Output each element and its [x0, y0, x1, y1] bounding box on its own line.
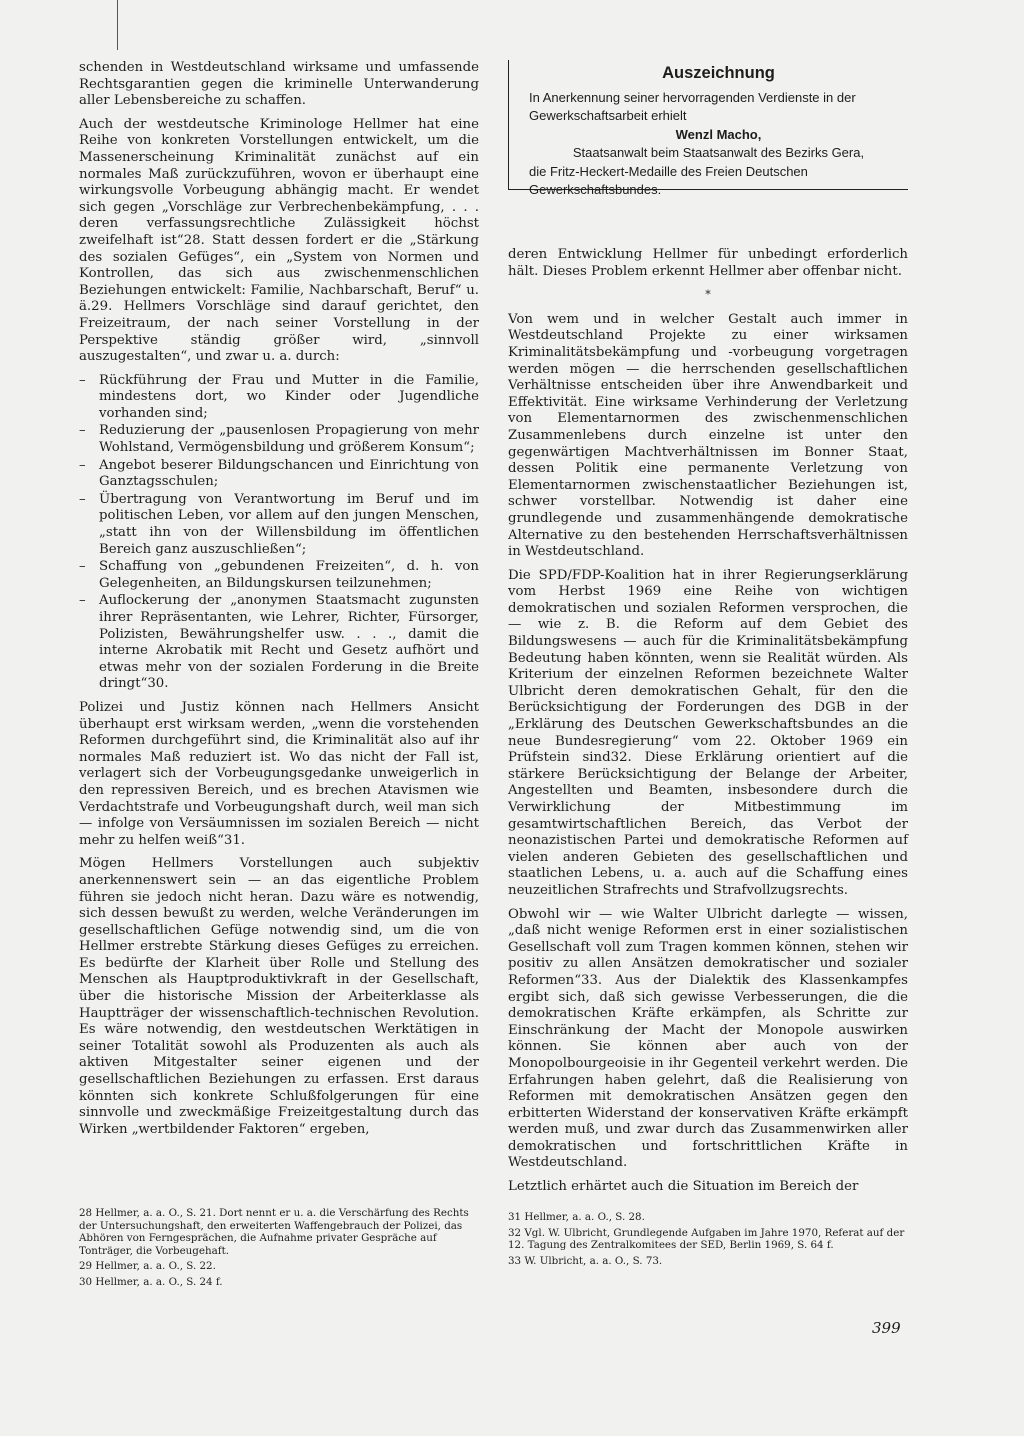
- list-dash: –: [79, 372, 86, 388]
- paragraph: Von wem und in welcher Gestalt auch immer in Westdeutschland Projekte zu einer wirksamen Kriminalitätsbekämpfung und -vorbeugung vorgetragen werden mögen — die herrschenden gesellschaftlichen Verhältnisse entscheiden über ihre Anwendbarkeit und Effektivität. Eine wirksame Verhinderung der Verletzung von Elementarnormen des zwischenmenschlichen Zusammenlebens durch einzelne ist unter den gegenwärtigen Machtverhältnissen im Bonner Staat, dessen Politik eine permanente Verletzung von Elementarnormen zwischenstaatlicher Beziehungen ist, schwer vorstellbar. Notwendig ist daher eine grundlegende und zusammenhängende demokratische Alternative zu den bestehenden Herrschaftsverhältnissen in Westdeutschland.: [508, 311, 908, 560]
- footnotes-right: [508, 1211, 908, 1270]
- page-number: 399: [872, 1319, 901, 1337]
- margin-mark: [117, 0, 118, 50]
- list-dash: –: [79, 491, 86, 507]
- list-item-text: Auflockerung der „anonymen Staatsmacht zugunsten ihrer Repräsentanten, wie Lehrer, Richter, Fürsorger, Polizisten, Bewährungshelfer usw. . . ., damit die interne Akrobatik mit Recht und Gesetz aufhört und etwas mehr von der sozialen Forderung in die Breite dringt“30.: [99, 593, 479, 692]
- footnote: 30 Hellmer, a. a. O., S. 24 f.: [79, 1275, 223, 1288]
- paragraph: Auch der westdeutsche Kriminologe Hellmer hat eine Reihe von konkreten Vorstellungen entwickelt, um die Massenerscheinung Kriminalität zunächst auf ein normales Maß zurückzuführen, wovon er überhaupt eine wirkungsvolle Vorbeugung abhängig macht. Er wendet sich gegen „Vorschläge zur Verbrechenbekämpfung, . . . deren verfassungsrechtliche Zulässigkeit höchst zweifelhaft ist“28. Statt dessen fordert er die „Stärkung des sozialen Gefüges“, ein „System von Normen und Kontrollen, das sich aus zwischenmenschlichen Beziehungen entwickelt: Familie, Nachbarschaft, Beruf“ u. ä.29. Hellmers Vorschläge sind darauf gerichtet, den Freizeitraum, der nach seiner Vorstellung in der Perspektive ständig größer wird, „sinnvoll auszugestalten“, und zwar u. a. durch:: [79, 116, 479, 365]
- footnote: 28 Hellmer, a. a. O., S. 21. Dort nennt er u. a. die Verschärfung des Rechts der Untersuchungshaft, den erweiterten Waffengebrauch der Polizei, das Abhören von Ferngesprächen, die Aufnahme privater Gespräche auf Tonträger, die Vorbeugehaft.: [79, 1207, 469, 1257]
- list-item-text: Angebot beserer Bildungschancen und Einrichtung von Ganztagsschulen;: [99, 457, 479, 490]
- award-medal: die Fritz-Heckert-Medaille des Freien Deutschen Gewerkschaftsbundes.: [529, 163, 808, 197]
- list-item: [79, 373, 479, 423]
- list-item: [79, 492, 479, 558]
- award-recipient: Wenzl Macho,: [675, 126, 762, 142]
- list-item-text: Reduzierung der „pausenlosen Propagierung von mehr Wohlstand, Vermögensbildung und größerem Konsum“;: [99, 423, 479, 456]
- award-role: Staatsanwalt beim Staatsanwalt des Bezirks Gera,: [572, 145, 865, 160]
- list-item: [79, 593, 479, 693]
- footnote: 33 W. Ulbricht, a. a. O., S. 73.: [508, 1254, 663, 1267]
- award-box: [508, 60, 908, 197]
- list-dash: –: [79, 423, 86, 439]
- paragraph: Die SPD/FDP-Koalition hat in ihrer Regierungserklärung vom Herbst 1969 eine Reihe von wichtigen demokratischen und sozialen Reformen versprochen, die — wie z. B. die Reform auf dem Gebiet des Bildungswesens — auch für die Kriminalitätsbekämpfung Bedeutung haben könnten, wenn sie Realität würden. Als Kriterium der einzelnen Reformen bezeichnete Walter Ulbricht deren demokratischen Gehalt, für den die Berücksichtigung der Forderungen des DGB in der „Erklärung des Deutschen Gewerkschaftsbundes an die neue Bundesregierung“ vom 22. Oktober 1969 ein Prüfstein sind32. Diese Erklärung orientiert auf die stärkere Berücksichtigung der Belange der Arbeiter, Angestellten und Beamten, insbesondere durch die Verwirklichung der Mitbestimmung im gesamtwirtschaftlichen Bereich, das Verbot der neonazistischen Partei und demokratische Reformen auf vielen anderen Gebieten des gesellschaftlichen und staatlichen Lebens, u. a. auch auf die Schaffung eines neuzeitlichen Strafrechts und Strafvollzugsrechts.: [508, 567, 908, 898]
- list-item-text: Schaffung von „gebundenen Freizeiten“, d. h. von Gelegenheiten, an Bildungskursen teilzunehmen;: [99, 559, 479, 591]
- paragraph: Obwohl wir — wie Walter Ulbricht darlegte — wissen, „daß nicht wenige Reformen erst in einer sozialistischen Gesellschaft voll zum Tragen kommen können, stehen wir positiv zu allen Ansätzen demokratischer und sozialer Reformen“33. Aus der Dialektik des Klassenkampfes ergibt sich, daß sich gewisse Verbesserungen, die die demokratischen Kräfte erkämpfen, als Schritte zur Einschränkung der Macht der Monopole auswirken können. Sie können aber auch von der Monopolbourgeoisie in ihr Gegenteil verkehrt werden. Die Erfahrungen haben gelehrt, daß die Realisierung von Reformen mit demokratischen Ansätzen gegen den erbitterten Widerstand der konservativen Kräfte erkämpft werden muß, und zwar durch das Zusammenwirken aller demokratischen und fortschrittlichen Kräfte in Westdeutschland.: [508, 906, 908, 1171]
- left-column: [79, 60, 479, 1145]
- award-title: Auszeichnung: [662, 64, 775, 82]
- award-text: In Anerkennung seiner hervorragenden Verdienste in der Gewerkschaftsarbeit erhielt: [529, 89, 856, 123]
- list-item: [79, 559, 479, 592]
- proposal-list: [79, 373, 479, 693]
- section-divider-star: *: [705, 288, 711, 302]
- list-dash: –: [79, 559, 86, 575]
- list-item-text: Übertragung von Verantwortung im Beruf und im politischen Leben, vor allem auf den jungen Menschen, „statt ihn von der Willensbildung im öffentlichen Bereich ganz auszuschließen“;: [99, 491, 479, 557]
- footnote: 32 Vgl. W. Ulbricht, Grundlegende Aufgaben im Jahre 1970, Referat auf der 12. Tagung des Zentralkomitees der SED, Berlin 1969, S. 64 f.: [508, 1226, 905, 1252]
- right-column: [508, 247, 908, 1203]
- list-item: [79, 423, 479, 456]
- paragraph: Letztlich erhärtet auch die Situation im Bereich der: [508, 1179, 859, 1195]
- list-item-text: Rückführung der Frau und Mutter in die Familie, mindestens dort, wo Kinder oder Jugendliche vorhanden sind;: [99, 372, 479, 421]
- list-dash: –: [79, 593, 86, 609]
- footnote: 29 Hellmer, a. a. O., S. 22.: [79, 1260, 216, 1273]
- paragraph: Mögen Hellmers Vorstellungen auch subjektiv anerkennenswert sein — an das eigentliche Problem führen sie jedoch nicht heran. Dazu wäre es notwendig, sich dessen bewußt zu werden, welche Veränderungen im gesellschaftlichen Gefüge notwendig sind, um die von Hellmer erstrebte Stärkung dieses Gefüges zu erreichen. Es bedürfte der Klarheit über Rolle und Stellung des Menschen als Hauptproduktivkraft in der Gesellschaft, über die historische Mission der Arbeiterklasse als Hauptträger der wissenschaftlich-technischen Revolution. Es wäre notwendig, den westdeutschen Werktätigen in seiner Totalität sowohl als Produzenten als auch als aktiven Mitgestalter seiner eigenen und der gesellschaftlichen Beziehungen zu erfassen. Erst daraus könnten sich konkrete Schlußfolgerungen für eine sinnvolle und zweckmäßige Freizeitgestaltung durch das Wirken „wertbildender Faktoren“ ergeben,: [79, 856, 479, 1137]
- paragraph: deren Entwicklung Hellmer für unbedingt erforderlich hält. Dieses Problem erkennt Hellmer aber offenbar nicht.: [508, 247, 908, 279]
- footnotes-left: [79, 1207, 479, 1292]
- list-item: [79, 458, 479, 491]
- list-dash: –: [79, 457, 86, 473]
- paragraph: schenden in Westdeutschland wirksame und umfassende Rechtsgarantien gegen die kriminelle Unterwanderung aller Lebensbereiche zu schaffen.: [79, 60, 479, 109]
- paragraph: Polizei und Justiz können nach Hellmers Ansicht überhaupt erst wirksam werden, „wenn die vorstehenden Reformen durchgeführt sind, die Kriminalität also auf ihr normales Maß reduziert ist. Wo das nicht der Fall ist, verlagert sich der Vorbeugungsgedanke unweigerlich in den repressiven Bereich, und es brechen Atavismen wie Verdachtstrafe und Vorbeugungshaft durch, weil man sich — infolge von Versäumnissen im sozialen Bereich — nicht mehr zu helfen weiß“31.: [79, 699, 479, 848]
- footnote: 31 Hellmer, a. a. O., S. 28.: [508, 1211, 645, 1223]
